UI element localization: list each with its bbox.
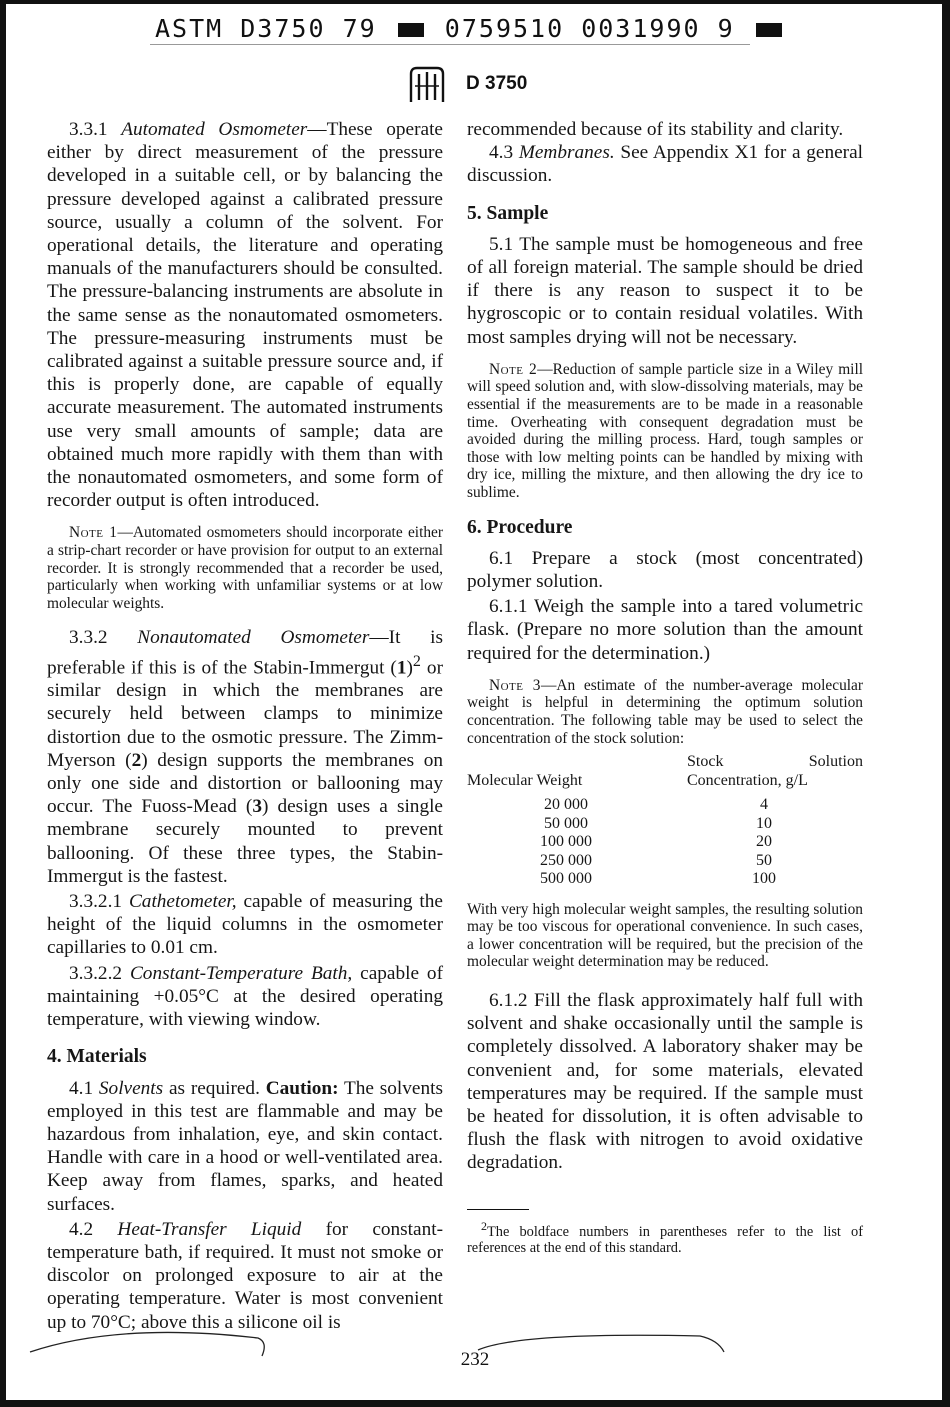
- heading-procedure: 6. Procedure: [467, 516, 573, 538]
- section-text: as required.: [163, 1077, 266, 1099]
- cell-mw: 100 000: [540, 833, 592, 851]
- section-number: 3.3.2: [69, 627, 108, 649]
- section-text: capable of measuring the height of the liquid columns in the osmometer capillaries to 0.01 cm.: [47, 891, 443, 959]
- heading-sample: 5. Sample: [467, 202, 549, 224]
- section-title: Constant-Temperature Bath,: [129, 962, 353, 984]
- section-text: for constant-temperature bath, if required. It must not smoke or discolor on prolonged exposure to air at the operating temperature. Water is most convenient up to 70°C; above this a silicone oil is: [47, 1218, 443, 1333]
- section-text: or similar design in which the membranes are securely held between clamps to minimize distortion due to the osmotic pressure. The Zimm-Myerson (: [47, 657, 443, 771]
- section-number: 4.1: [69, 1077, 94, 1099]
- section-text: ) design supports the membranes on only one side and distortion or ballooning may occur. The Fuoss-Mead (: [47, 749, 444, 818]
- cell-conc: 50: [756, 851, 772, 869]
- section-title: Nonautomated Osmometer: [137, 627, 370, 649]
- section-5-1: 5.1 The sample must be homogeneous and free of all foreign material. The sample should be dried if there is any reason to suspect it to be hygroscopic or to contain residual volatiles. With most samples drying will not be necessary.: [467, 233, 863, 348]
- cell-mw: 250 000: [540, 851, 592, 869]
- section-4-2-continued: recommended because of its stability and clarity.: [467, 119, 844, 140]
- section-title: Cathetometer,: [128, 891, 237, 913]
- cell-mw: 50 000: [544, 814, 588, 832]
- footnote-text: The boldface numbers in parentheses refer to the list of references at the end of this standard.: [467, 1223, 863, 1257]
- note-text: —Automated osmometers should incorporate either a strip-chart recorder or have provision for output to an external recorder. It is strongly recommended that a recorder be used, particularly when working with unfamiliar systems or at low molecular weights.: [47, 524, 444, 612]
- note-text: —Reduction of sample particle size in a Wiley mill will speed solution and, with slow-dissolving materials, may be essential if the measurements are to be made in a reasonable time. Overheating with consequent degradation must be avoided during the milling process. Hard, tough samples or those with low melting points can be handled by mixing with dry ice, milling the mixture, and then allowing the dry ice to sublime.: [467, 360, 863, 501]
- cell-mw: 20 000: [544, 796, 588, 814]
- section-3-3-2: 3.3.2 Nonautomated Osmometer—It is preferable if this is of the Stabin-Immergut $(1)^2$ or similar design in which the membranes are securely held between clamps to minimize distortion due to the osmotic pressure. The Zimm-Myerson (2) design supports the membranes on only one side and distortion or ballooning may occur. The Fuoss-Mead (3) design uses a single membrane securely mounted to prevent ballooning. Of these three types, the Stabin-Immergut is the fastest.: [47, 627, 444, 887]
- section-number: 3.3.2.1: [69, 891, 123, 913]
- section-text: The solvents employed in this test are flammable and may be hazardous from inhalation, eye, and skin contact. Handle with care in a hood or well-ventilated area. Keep away from flames, sparks, and heated surfaces.: [47, 1077, 443, 1215]
- section-6-1-1: 6.1.1 Weigh the sample into a tared volumetric flask. (Prepare no more solution than the amount required for the determination.): [467, 596, 863, 664]
- section-title: Solvents: [98, 1077, 164, 1099]
- caution-label: Caution:: [265, 1077, 339, 1099]
- page-number: 232: [460, 1349, 490, 1370]
- note-label: Note 3: [489, 676, 541, 694]
- section-number: 4.3: [489, 142, 514, 164]
- note-text: —An estimate of the number-average molecular weight is helpful in determining the optimum solution concentration. The following table may be used to select the concentration of the stock solution:: [467, 676, 863, 747]
- section-title: Membranes.: [518, 142, 615, 164]
- section-text: —It is preferable if this is of the Stabin-Immergut (: [47, 627, 443, 679]
- section-number: 3.3.1: [69, 119, 108, 140]
- column-header-molecular-weight: Molecular Weight: [467, 771, 583, 789]
- section-text: —These operate either by direct measurement of the pressure developed in a suitable cell, or by balancing the pressure developed against a calibrated pressure source, usually a column of the solvent. For operational details, the literature and operating manuals of the manufacturers should be consulted. The pressure-balancing instruments are absolute in the same sense as the nonautomated osmometers. The pressure-measuring instruments must be calibrated against a suitable pressure source and, if this is properly done, are capable of equally accurate measurement. The automated instruments use very small amounts of sample; data are obtained much more rapidly with them than with the nonautomated osmometers, and some form of recorder output is often introduced.: [47, 119, 443, 512]
- footnote-marker: 2: [412, 652, 421, 670]
- section-text: See Appendix X1 for a general discussion.: [467, 142, 863, 187]
- reference-number: 2: [131, 749, 142, 771]
- reference-number: 1: [396, 657, 407, 679]
- section-title: Heat-Transfer Liquid: [117, 1218, 302, 1240]
- cell-conc: 10: [756, 814, 772, 832]
- section-title: Automated Osmometer: [121, 119, 308, 140]
- code-line-b: 0759510 0031990 9: [444, 14, 735, 43]
- note-3-continued: With very high molecular weight samples, the resulting solution may be too viscous for operational convenience. In such cases, a lower concentration will be required, but the precision of the molecular weight determination may be reduced.: [467, 900, 863, 971]
- section-6-1: 6.1 Prepare a stock (most concentrated) polymer solution.: [467, 547, 863, 592]
- note-label: Note 1: [69, 524, 118, 542]
- footnote-mark: 2: [481, 1218, 487, 1233]
- section-text: capable of maintaining +0.05°C at the desired operating temperature, with viewing window.: [47, 962, 443, 1031]
- standard-designation: D 3750: [466, 73, 528, 94]
- note-label: Note 2: [489, 360, 538, 378]
- heading-materials: 4. Materials: [47, 1046, 147, 1068]
- section-text: ) design uses a single membrane securely mounted to prevent ballooning. Of these three types, the Stabin-Immergut is the fastest.: [47, 796, 443, 887]
- section-number: 3.3.2.2: [69, 962, 123, 984]
- section-6-1-2: 6.1.2 Fill the flask approximately half full with solvent and shake occasionally until the sample is completely dissolved. A laboratory shaker may be convenient and, for some materials, elevated temperatures may be required. If the sample must be heated for dissolution, it is often advisable to flush the flask with nitrogen to avoid oxidative degradation.: [467, 990, 863, 1174]
- section-number: 4.2: [69, 1218, 94, 1240]
- cell-conc: 100: [752, 870, 776, 888]
- cell-mw: 500 000: [540, 870, 592, 888]
- cell-conc: 4: [760, 796, 768, 814]
- column-header-concentration: Stock Solution Concentration, g/L: [687, 753, 863, 789]
- code-line-a: ASTM D3750 79: [155, 14, 377, 43]
- reference-number: 3: [252, 796, 262, 818]
- cell-conc: 20: [756, 833, 772, 851]
